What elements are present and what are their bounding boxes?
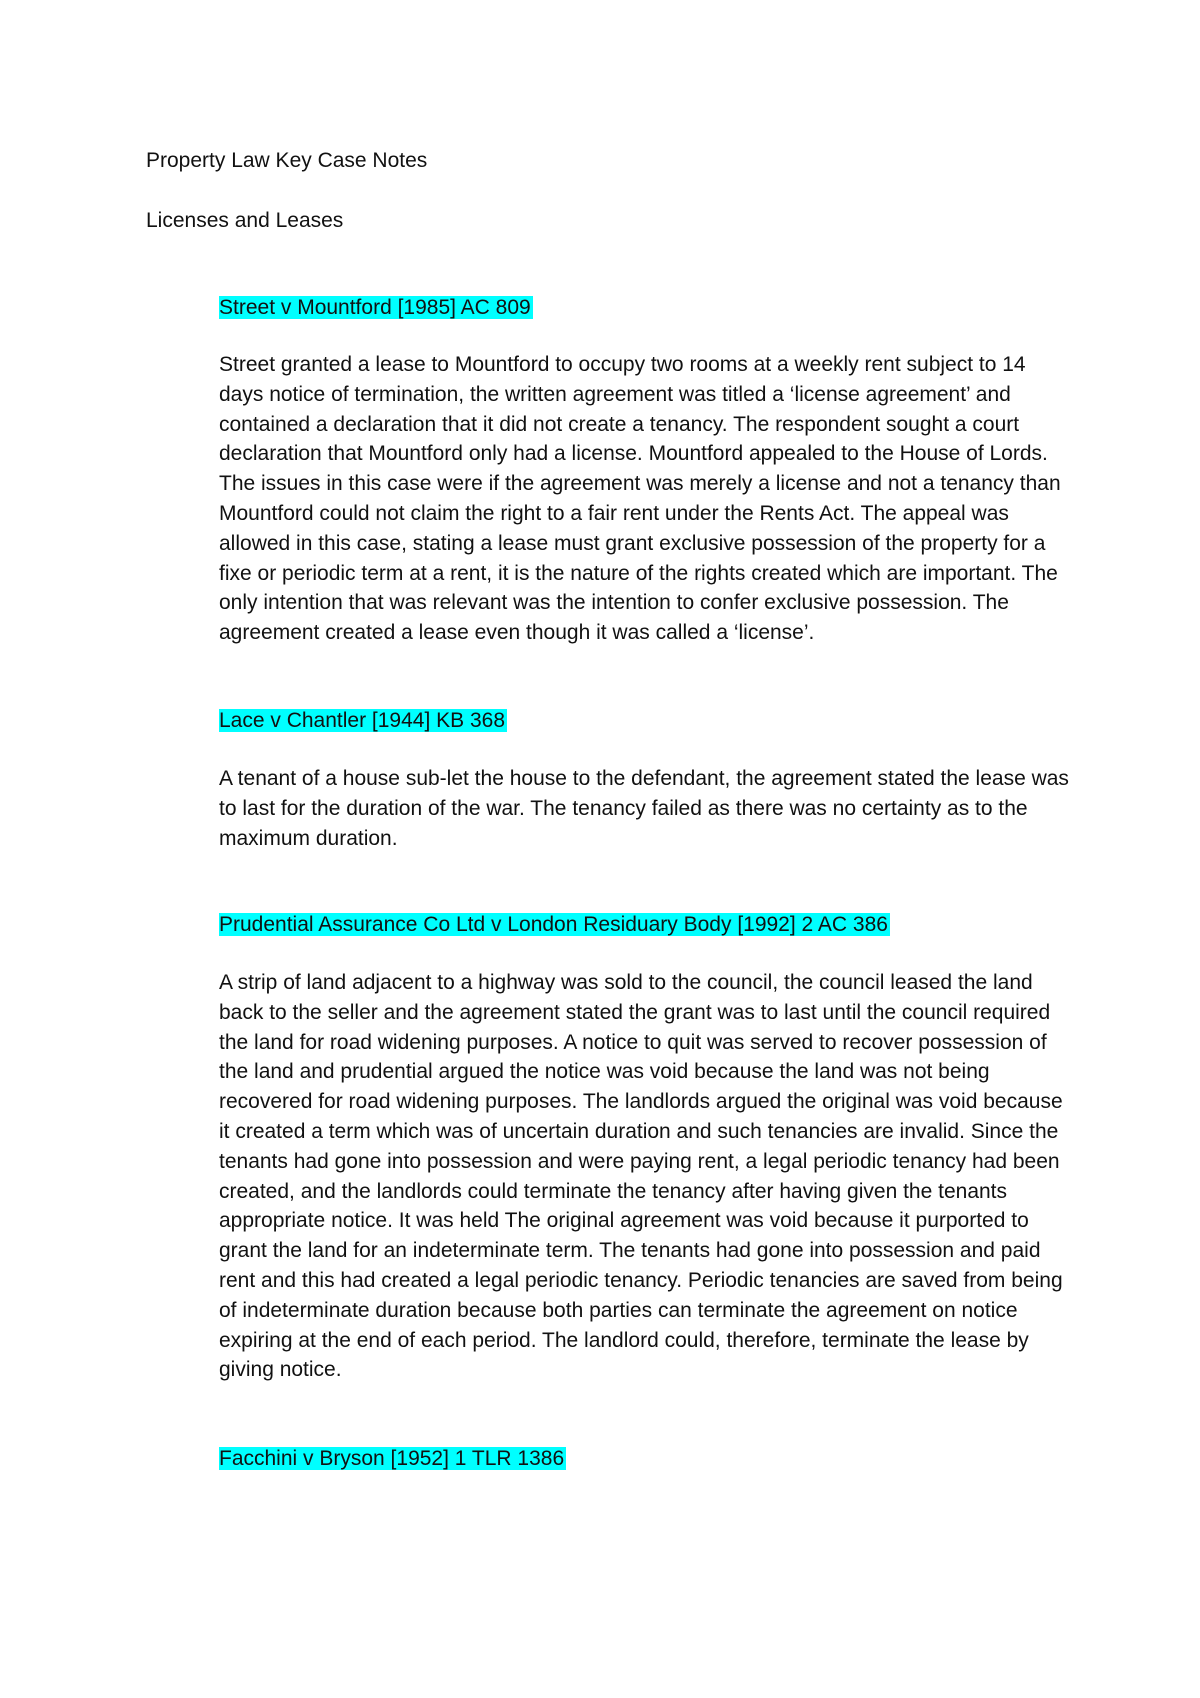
case-heading-facchini-v-bryson [219,1445,566,1473]
document-title: Property Law Key Case Notes [146,149,428,172]
case-body-prudential-assurance: A strip of land adjacent to a highway was sold to the council, the council leased the land back to the seller and the agreement stated the grant was to last until the council required the land for road widening purposes. A notice to quit was served to recover possession of the land and prudential argued the notice was void because the land was not being recovered for road widening purposes. The landlords argued the original was void because it created a term which was of uncertain duration and such tenancies are invalid. Since the tenants had gone into possession and were paying rent, a legal periodic tenancy had been created, and the landlords could terminate the tenancy after having given the tenants appropriate notice. It was held The original agreement was void because it purported to grant the land for an indeterminate term. The tenants had gone into possession and paid rent and this had created a legal periodic tenancy. Periodic tenancies are saved from being of indeterminate duration because both parties can terminate the agreement on notice expiring at the end of each period. The landlord could, therefore, terminate the lease by giving notice. [219,971,1063,1382]
case-heading-lace-v-chantler [219,707,507,735]
case-heading-highlight: Lace v Chantler [1944] KB 368 [219,709,506,732]
case-heading-highlight: Facchini v Bryson [1952] 1 TLR 1386 [219,1447,565,1470]
case-heading-prudential-assurance [219,911,890,939]
case-heading-street-v-mountford [219,294,533,322]
case-body-lace-v-chantler: A tenant of a house sub-let the house to the defendant, the agreement stated the lease was to last for the duration of the war. The tenancy failed as there was no certainty as to the maximum duration. [219,767,1069,850]
case-heading-highlight: Prudential Assurance Co Ltd v London Residuary Body [1992] 2 AC 386 [219,913,888,936]
document-subtitle: Licenses and Leases [146,209,344,232]
case-heading-highlight: Street v Mountford [1985] AC 809 [219,296,531,319]
case-body-street-v-mountford: Street granted a lease to Mountford to occupy two rooms at a weekly rent subject to 14 days notice of termination, the written agreement was titled a ‘license agreement’ and contained a declaration that it did not create a tenancy. The respondent sought a court declaration that Mountford only had a license. Mountford appealed to the House of Lords. The issues in this case were if the agreement was merely a license and not a tenancy than Mountford could not claim the right to a fair rent under the Rents Act. The appeal was allowed in this case, stating a lease must grant exclusive possession of the property for a fixe or periodic term at a rent, it is the nature of the rights created which are important. The only intention that was relevant was the intention to confer exclusive possession. The agreement created a lease even though it was called a ‘license’. [219,353,1061,645]
